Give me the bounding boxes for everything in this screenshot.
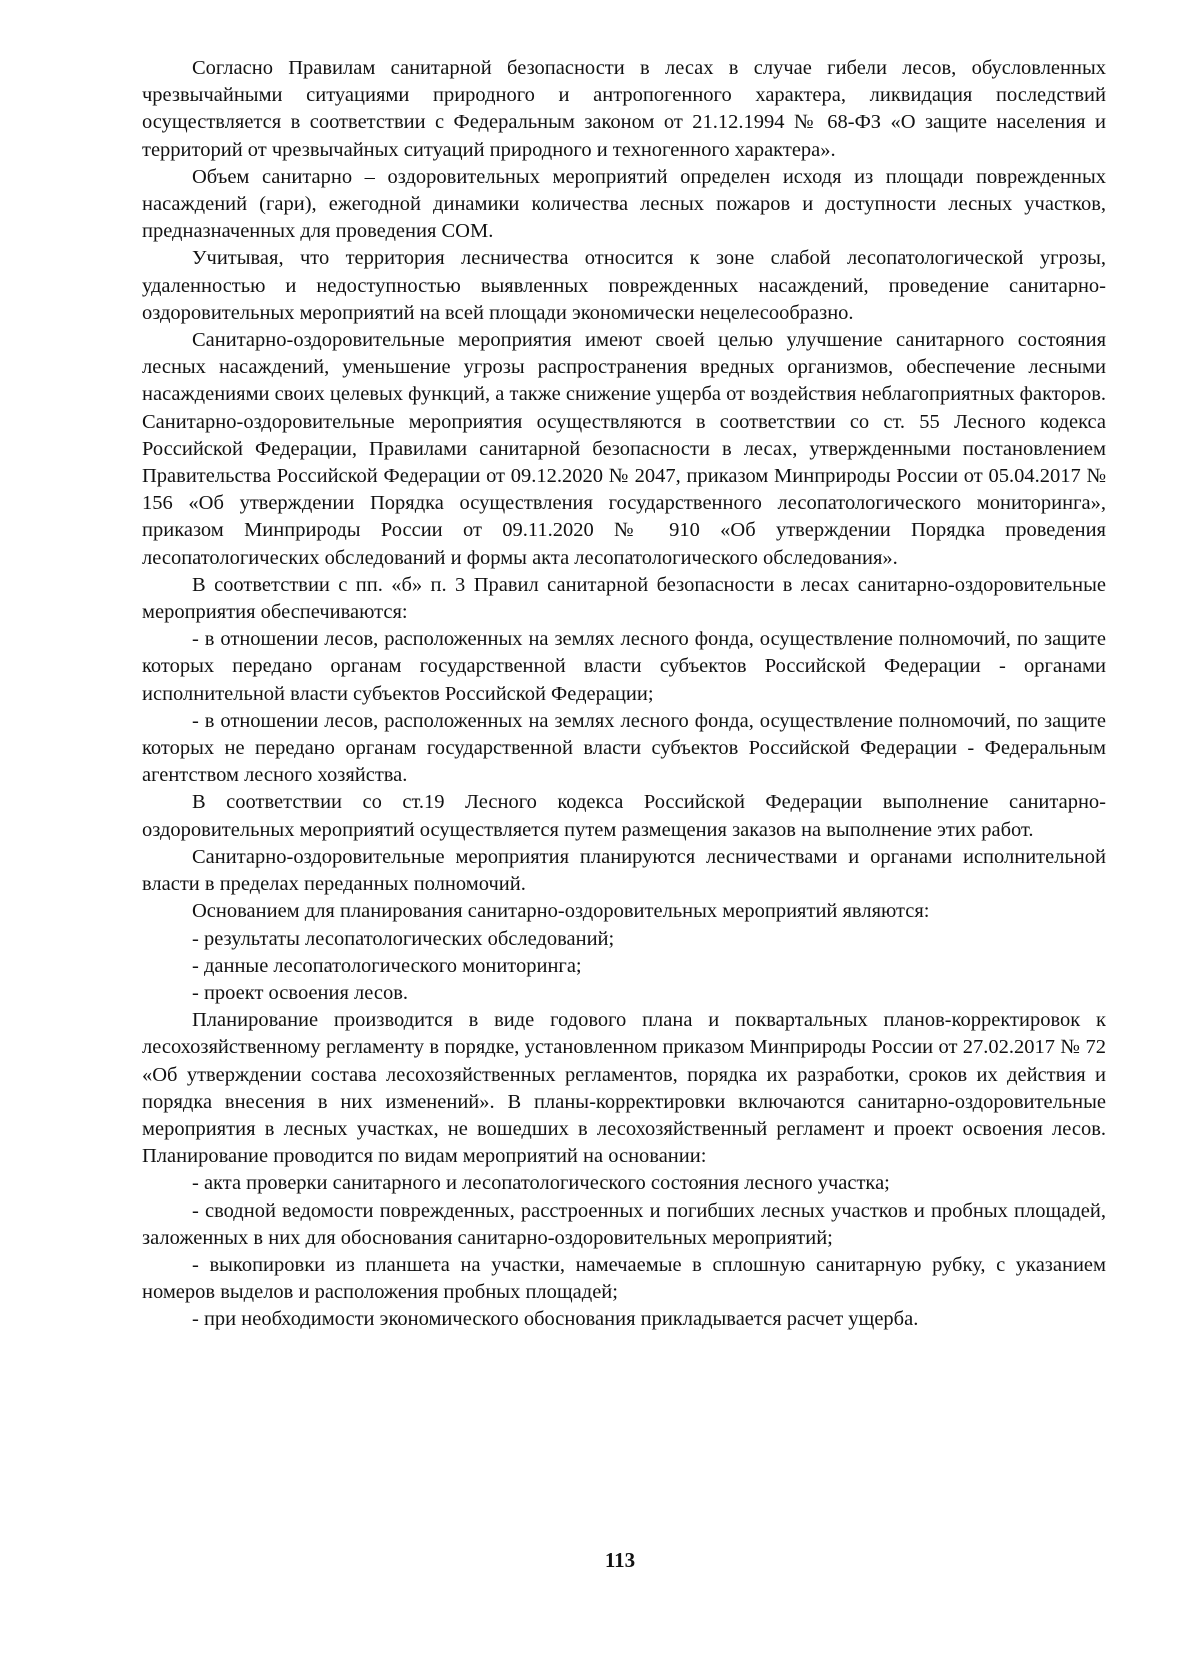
paragraph: Санитарно-оздоровительные мероприятия планируются лесничествами и органами исполнительной власти в пределах переданных полномочий. xyxy=(142,845,1106,896)
list-item: - данные лесопатологического мониторинга; xyxy=(192,954,582,977)
page-number: 113 xyxy=(604,1548,636,1572)
list-item: - акта проверки санитарного и лесопатологического состояния лесного участка; xyxy=(192,1172,890,1195)
paragraph: Санитарно-оздоровительные мероприятия имеют своей целью улучшение санитарного состояния лесных насаждений, уменьшение угрозы распространения вредных организмов, обеспечение лесными насаждениями своих целевых функций, а также снижение ущерба от воздействия неблагоприятных факторов. Санитарно-оздоровительные мероприятия осуществляются в соответствии со ст. 55 Лесного кодекса Российской Федерации, Правилами санитарной безопасности в лесах, утвержденными постановлением Правительства Российской Федерации от 09.12.2020 № 2047, приказом Минприроды России от 05.04.2017 № 156 «Об утверждении Порядка осуществления государственного лесопатологического мониторинга», приказом Минприроды России от 09.11.2020 № 910 «Об утверждении Порядка проведения лесопатологических обследований и формы акта лесопатологического обследования». xyxy=(142,329,1106,569)
paragraph: Основанием для планирования санитарно-оздоровительных мероприятий являются: xyxy=(192,900,930,923)
document-body xyxy=(142,55,1106,1334)
paragraph: Планирование производится в виде годового плана и поквартальных планов-корректировок к лесохозяйственному регламенту в порядке, установленном приказом Минприроды России от 27.02.2017 № 72 «Об утверждении состава лесохозяйственных регламентов, порядка их разработки, сроков их действия и порядка внесения в них изменений». В планы-корректировки включаются санитарно-оздоровительные мероприятия в лесных участках, не вошедших в лесохозяйственный регламент и проект освоения лесов. Планирование проводится по видам мероприятий на основании: xyxy=(142,1009,1106,1168)
paragraph: В соответствии с пп. «б» п. 3 Правил санитарной безопасности в лесах санитарно-оздоровительные мероприятия обеспечиваются: xyxy=(142,573,1106,624)
list-item: - при необходимости экономического обоснования прикладывается расчет ущерба. xyxy=(192,1308,919,1331)
list-item: - сводной ведомости поврежденных, расстроенных и погибших лесных участков и пробных площадей, заложенных в них для обоснования санитарно-оздоровительных мероприятий; xyxy=(142,1199,1106,1249)
list-item: - в отношении лесов, расположенных на землях лесного фонда, осуществление полномочий, по защите которых не передано органам государственной власти субъектов Российской Федерации - Федеральным агентством лесного хозяйства. xyxy=(142,709,1106,787)
list-item: - проект освоения лесов. xyxy=(192,981,409,1004)
paragraph: В соответствии со ст.19 Лесного кодекса Российской Федерации выполнение санитарно-оздоровительных мероприятий осуществляется путем размещения заказов на выполнение этих работ. xyxy=(142,791,1106,841)
paragraph: Согласно Правилам санитарной безопасности в лесах в случае гибели лесов, обусловленных чрезвычайными ситуациями природного и антропогенного характера, ликвидация последствий осуществляется в соответствии с Федеральным законом от 21.12.1994 № 68-ФЗ «О защите населения и территорий от чрезвычайных ситуаций природного и техногенного характера». xyxy=(142,57,1106,161)
list-item: - в отношении лесов, расположенных на землях лесного фонда, осуществление полномочий, по защите которых передано органам государственной власти субъектов Российской Федерации - органами исполнительной власти субъектов Российской Федерации; xyxy=(142,628,1106,705)
list-item: - выкопировки из планшета на участки, намечаемые в сплошную санитарную рубку, с указанием номеров выделов и расположения пробных площадей; xyxy=(142,1253,1106,1304)
paragraph: Объем санитарно – оздоровительных мероприятий определен исходя из площади поврежденных насаждений (гари), ежегодной динамики количества лесных пожаров и доступности лесных участков, предназначенных для проведения СОМ. xyxy=(142,165,1106,243)
list-item: - результаты лесопатологических обследований; xyxy=(192,927,615,950)
paragraph: Учитывая, что территория лесничества относится к зоне слабой лесопатологической угрозы, удаленностью и недоступностью выявленных поврежденных насаждений, проведение санитарно-оздоровительных мероприятий на всей площади экономически нецелесообразно. xyxy=(142,247,1106,324)
